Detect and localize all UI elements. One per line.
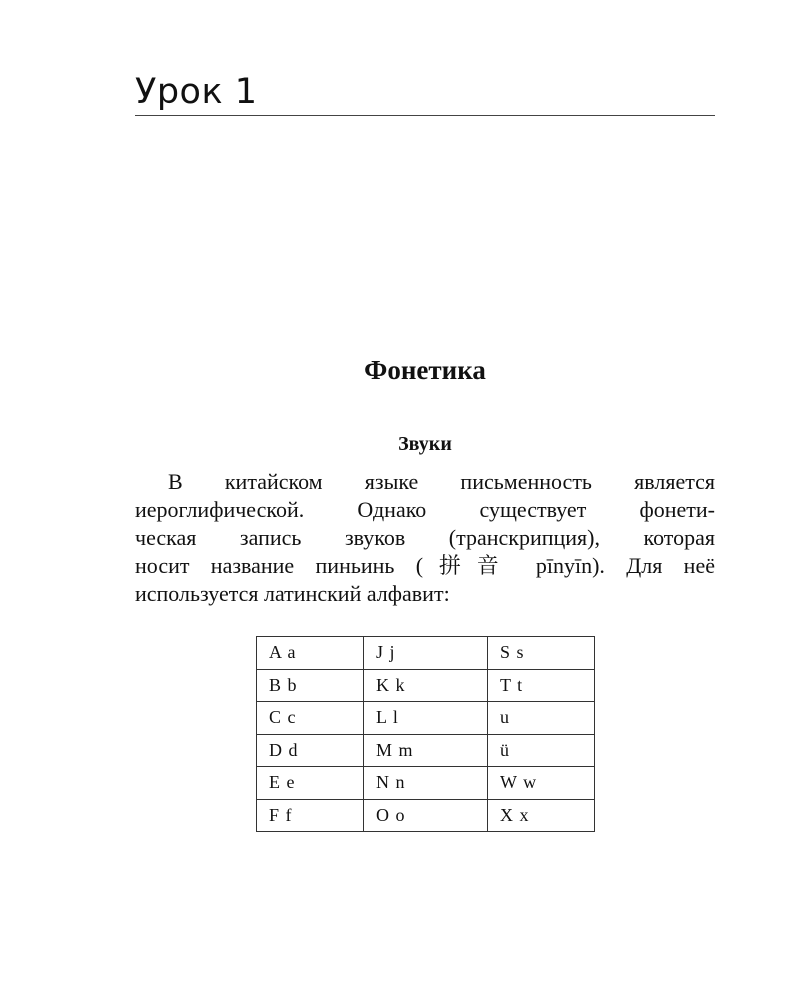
table-cell: W w <box>488 767 595 800</box>
table-cell: S s <box>488 637 595 670</box>
title-underline <box>135 115 715 116</box>
table-cell: F f <box>257 799 364 832</box>
lesson-title: Урок 1 <box>135 72 258 112</box>
table-cell: X x <box>488 799 595 832</box>
table-row <box>257 799 595 832</box>
table-row <box>257 767 595 800</box>
table-cell: L l <box>364 702 488 735</box>
subsection-heading: Звуки <box>398 433 452 455</box>
table-row <box>257 669 595 702</box>
table-row <box>257 637 595 670</box>
latin-alphabet-table <box>256 636 595 832</box>
paragraph-line: ческая запись звуков (транскрипция), которая <box>135 525 715 550</box>
table-cell: u <box>488 702 595 735</box>
table-cell: M m <box>364 734 488 767</box>
intro-paragraph <box>135 468 715 608</box>
table-cell: N n <box>364 767 488 800</box>
paragraph-line: иероглифической. Однако существует фонети- <box>135 497 715 522</box>
table-cell: K k <box>364 669 488 702</box>
table-cell: D d <box>257 734 364 767</box>
table-cell: B b <box>257 669 364 702</box>
paragraph-line: носит название пиньинь (拼音 pīnyīn). Для неё <box>135 553 715 578</box>
table-cell: ü <box>488 734 595 767</box>
table-row <box>257 734 595 767</box>
table-cell: E e <box>257 767 364 800</box>
table-cell: A a <box>257 637 364 670</box>
paragraph-line: В китайском языке письменность является <box>168 469 715 494</box>
table-cell: O o <box>364 799 488 832</box>
paragraph-line: используется латинский алфавит: <box>135 581 450 606</box>
table-row <box>257 702 595 735</box>
table-cell: C c <box>257 702 364 735</box>
table-cell: J j <box>364 637 488 670</box>
section-heading: Фонетика <box>364 355 486 385</box>
table-cell: T t <box>488 669 595 702</box>
